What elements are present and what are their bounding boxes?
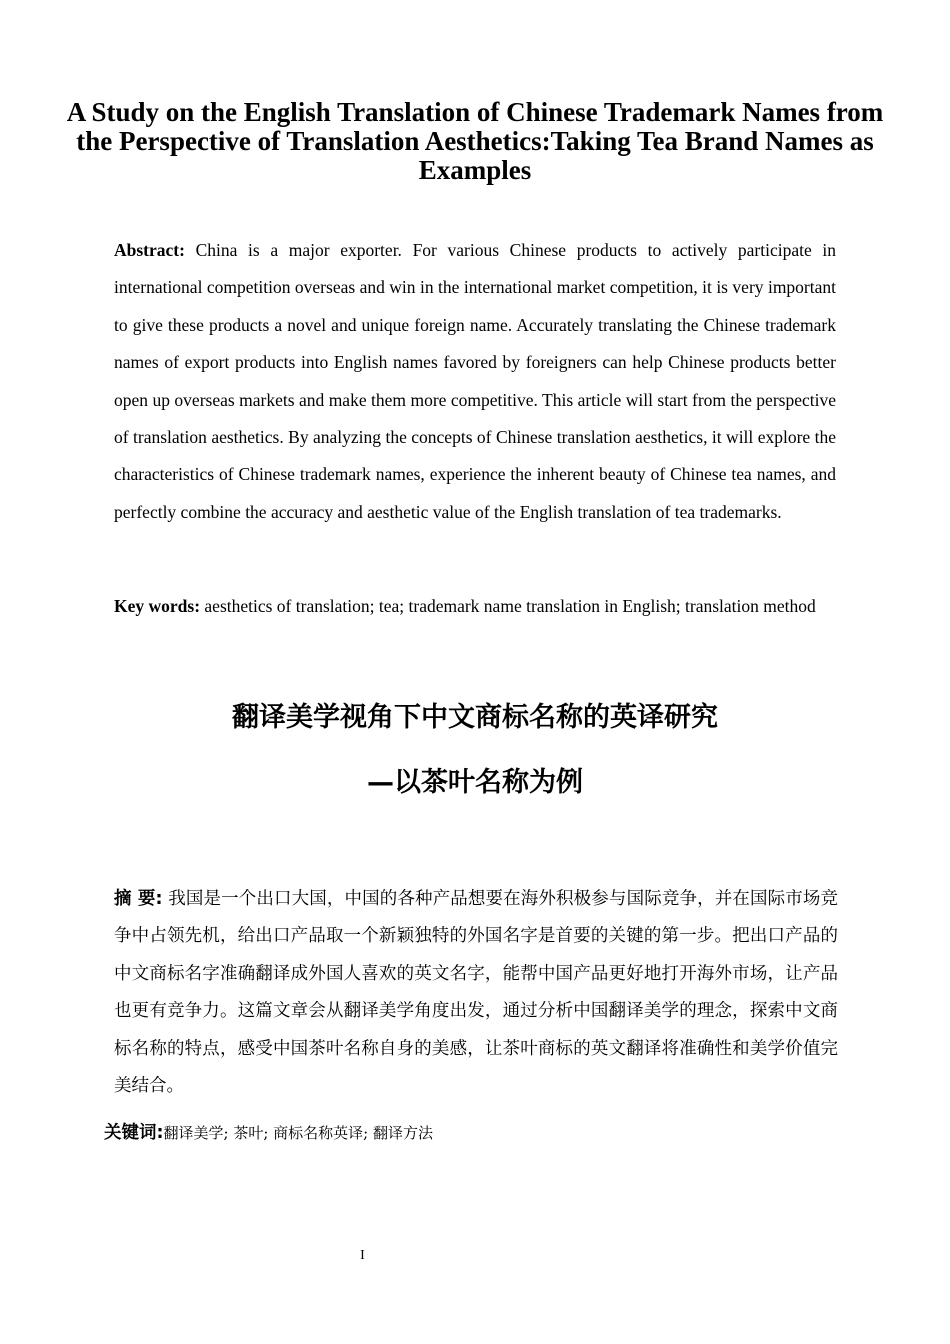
chinese-abstract-text: 我国是一个出口大国，中国的各种产品想要在海外积极参与国际竞争，并在国际市场竞争中占领先机，给出口产品取一个新颖独特的外国名字是首要的关键的第一步。把出口产品的中文商标名字准确翻译成外国人喜欢的英文名字，能帮中国产品更好地打开海外市场，让产品也更有竞争力。这篇文章会从翻译美学角度出发，通过分析中国翻译美学的理念，探索中文商标名称的特点，感受中国茶叶名称自身的美感，让茶叶商标的英文翻译将准确性和美学价值完美结合。 bbox=[114, 889, 838, 1097]
english-keywords-label: Key words: bbox=[114, 596, 201, 616]
chinese-keywords-label: 关键词: bbox=[104, 1123, 164, 1143]
chinese-title: 翻译美学视角下中文商标名称的英译研究 bbox=[232, 702, 718, 733]
page-number: I bbox=[360, 1248, 365, 1263]
english-title: A Study on the English Translation of Chinese Trademark Names from the Perspective of Translation Aesthetics:Taking Tea Brand Names as Examples bbox=[66, 97, 884, 185]
english-abstract-text: China is a major exporter. For various Chinese products to actively participate in international competition overseas and win in the international market competition, it is very important to give these products a novel and unique foreign name. Accurately translating the Chinese trademark names of export products into English names favored by foreigners can help Chinese products better open up overseas markets and make them more competitive. This article will start from the perspective of translation aesthetics. By analyzing the concepts of Chinese translation aesthetics, it will explore the characteristics of Chinese trademark names, experience the inherent beauty of Chinese tea names, and perfectly combine the accuracy and aesthetic value of the English translation of tea trademarks. bbox=[114, 240, 836, 522]
chinese-keywords bbox=[104, 1120, 844, 1146]
english-keywords bbox=[114, 594, 836, 619]
english-keywords-text: aesthetics of translation; tea; trademark name translation in English; translation method bbox=[204, 596, 816, 616]
chinese-subtitle: —以茶叶名称为例 bbox=[367, 767, 583, 798]
english-abstract bbox=[114, 232, 836, 531]
english-abstract-label: Abstract: bbox=[114, 240, 185, 260]
chinese-abstract-label: 摘 要: bbox=[114, 889, 163, 909]
chinese-abstract bbox=[114, 881, 838, 1105]
chinese-keywords-text: 翻译美学; 茶叶; 商标名称英译; 翻译方法 bbox=[163, 1124, 433, 1142]
